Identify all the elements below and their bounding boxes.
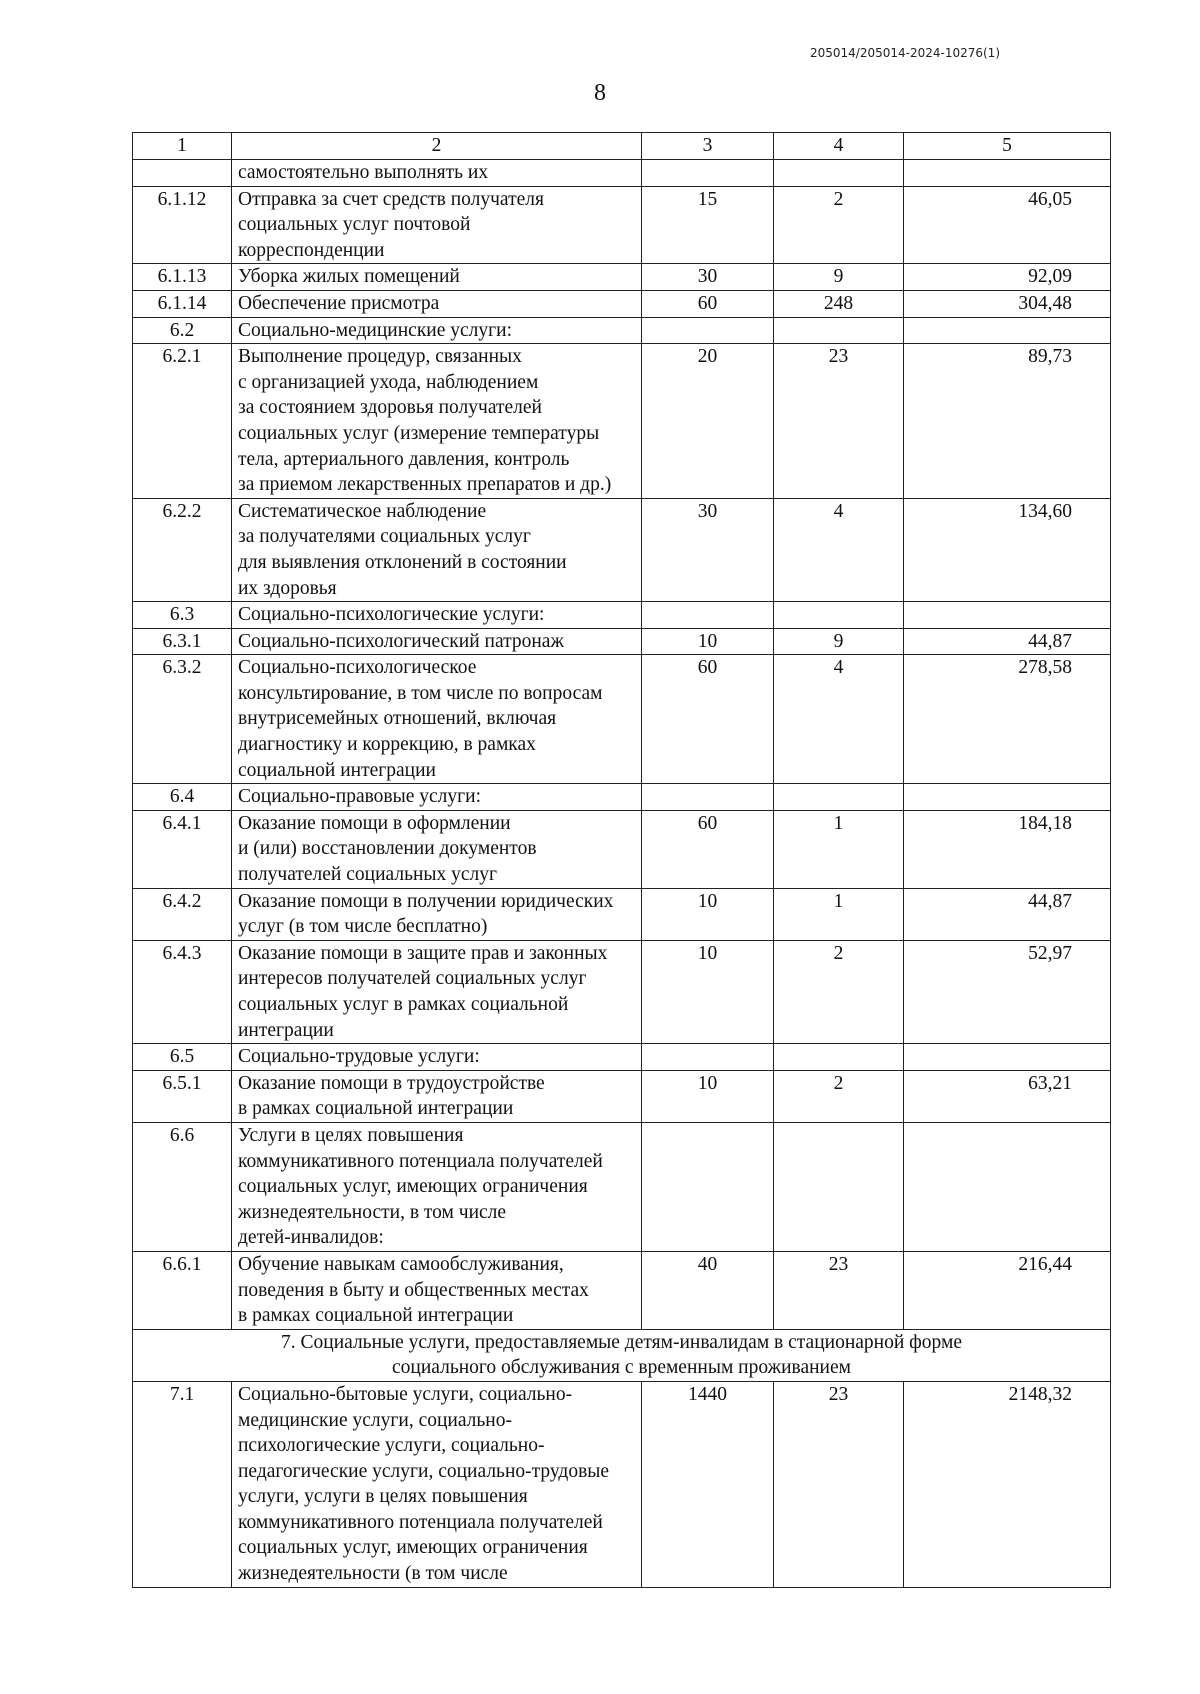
- text-line: Социально-психологическое: [238, 657, 477, 679]
- service-name-cell: [232, 628, 642, 655]
- text-line: Оказание помощи в получении юридических: [238, 890, 614, 912]
- item-number-cell: 6.5.1: [133, 1070, 232, 1122]
- text-line: Услуги в целях повышения: [238, 1124, 464, 1146]
- item-number-cell: 6.4.1: [133, 810, 232, 888]
- text-line: в рамках социальной интеграции: [238, 1305, 514, 1327]
- column-3-cell: 10: [642, 888, 774, 940]
- column-3-cell: 60: [642, 290, 774, 317]
- item-number-cell: 6.4.2: [133, 888, 232, 940]
- item-number-cell: 6.1.12: [133, 186, 232, 264]
- column-3-cell: 10: [642, 628, 774, 655]
- service-name-cell: [232, 344, 642, 499]
- text-line: интеграции: [238, 1019, 334, 1041]
- table-header-row: [133, 133, 1111, 160]
- service-name-cell: [232, 655, 642, 784]
- column-3-cell: 40: [642, 1251, 774, 1329]
- service-name-cell: [232, 1381, 642, 1587]
- column-3-cell: 15: [642, 186, 774, 264]
- column-5-cell: [904, 1044, 1111, 1071]
- service-name-cell: [232, 1044, 642, 1071]
- text-line: психологические услуги, социально-: [238, 1435, 545, 1457]
- column-3-cell: [642, 1044, 774, 1071]
- column-5-cell: 134,60: [904, 498, 1111, 601]
- header-cell-1: 1: [133, 133, 232, 160]
- text-line: социальных услуг почтовой: [238, 214, 471, 236]
- service-name-cell: [232, 810, 642, 888]
- service-name-cell: [232, 888, 642, 940]
- column-3-cell: [642, 160, 774, 187]
- text-line: социальных услуг (измерение температуры: [238, 422, 600, 444]
- text-line: педагогические услуги, социально-трудовые: [238, 1460, 610, 1482]
- column-3-cell: [642, 317, 774, 344]
- tariff-table: [132, 132, 1111, 1588]
- column-3-cell: 60: [642, 655, 774, 784]
- item-number-cell: 6.1.14: [133, 290, 232, 317]
- text-line: Оказание помощи в оформлении: [238, 812, 511, 834]
- table-row: [133, 1044, 1111, 1071]
- service-name-cell: [232, 1070, 642, 1122]
- text-line: социального обслуживания с временным проживанием: [392, 1357, 851, 1379]
- table-row: [133, 655, 1111, 784]
- page-number: 8: [594, 80, 606, 106]
- header-cell-4: 4: [774, 133, 904, 160]
- text-line: за получателями социальных услуг: [238, 526, 531, 548]
- column-5-cell: [904, 317, 1111, 344]
- text-line: 7. Социальные услуги, предоставляемые детям-инвалидам в стационарной форме: [281, 1331, 962, 1353]
- item-number-cell: 6.6.1: [133, 1251, 232, 1329]
- table-row: [133, 628, 1111, 655]
- service-name-cell: [232, 1251, 642, 1329]
- text-line: коммуникативного потенциала получателей: [238, 1511, 603, 1533]
- column-4-cell: [774, 317, 904, 344]
- text-line: Социально-правовые услуги:: [238, 786, 481, 808]
- table-row: [133, 344, 1111, 499]
- item-number-cell: 7.1: [133, 1381, 232, 1587]
- column-4-cell: 4: [774, 655, 904, 784]
- column-4-cell: [774, 1044, 904, 1071]
- text-line: Социально-бытовые услуги, социально-: [238, 1383, 573, 1405]
- text-line: получателей социальных услуг: [238, 864, 498, 886]
- text-line: консультирование, в том числе по вопросам: [238, 682, 603, 704]
- text-line: Оказание помощи в защите прав и законных: [238, 942, 608, 964]
- column-5-cell: [904, 602, 1111, 629]
- column-4-cell: 23: [774, 1251, 904, 1329]
- text-line: медицинские услуги, социально-: [238, 1409, 512, 1431]
- item-number-cell: [133, 160, 232, 187]
- item-number-cell: 6.3.1: [133, 628, 232, 655]
- column-5-cell: [904, 1122, 1111, 1251]
- column-5-cell: 2148,32: [904, 1381, 1111, 1587]
- column-5-cell: [904, 160, 1111, 187]
- column-5-cell: [904, 784, 1111, 811]
- item-number-cell: 6.1.13: [133, 264, 232, 291]
- column-3-cell: 30: [642, 498, 774, 601]
- column-4-cell: 23: [774, 1381, 904, 1587]
- text-line: социальных услуг в рамках социальной: [238, 994, 569, 1015]
- text-line: Обучение навыкам самообслуживания,: [238, 1253, 564, 1275]
- column-3-cell: [642, 602, 774, 629]
- item-number-cell: 6.4.3: [133, 940, 232, 1043]
- column-5-cell: 63,21: [904, 1070, 1111, 1122]
- table-row: [133, 888, 1111, 940]
- header-cell-2: 2: [232, 133, 642, 160]
- header-cell-5: 5: [904, 133, 1111, 160]
- text-line: Оказание помощи в трудоустройстве: [238, 1072, 545, 1094]
- text-line: поведения в быту и общественных местах: [238, 1279, 589, 1301]
- column-4-cell: 248: [774, 290, 904, 317]
- column-4-cell: [774, 602, 904, 629]
- column-4-cell: 2: [774, 186, 904, 264]
- header-cell-3: 3: [642, 133, 774, 160]
- text-line: диагностику и коррекцию, в рамках: [238, 734, 536, 756]
- table-row: [133, 264, 1111, 291]
- column-4-cell: 2: [774, 1070, 904, 1122]
- service-name-cell: [232, 784, 642, 811]
- column-4-cell: 9: [774, 264, 904, 291]
- table-row: [133, 1122, 1111, 1251]
- column-5-cell: 89,73: [904, 344, 1111, 499]
- item-number-cell: 6.2.1: [133, 344, 232, 499]
- column-5-cell: 216,44: [904, 1251, 1111, 1329]
- table-row: [133, 810, 1111, 888]
- column-4-cell: [774, 160, 904, 187]
- column-5-cell: 184,18: [904, 810, 1111, 888]
- column-3-cell: 10: [642, 1070, 774, 1122]
- service-name-cell: [232, 264, 642, 291]
- text-line: Обеспечение присмотра: [238, 292, 440, 314]
- column-4-cell: 4: [774, 498, 904, 601]
- text-line: Выполнение процедур, связанных: [238, 346, 522, 368]
- table-row: [133, 160, 1111, 187]
- text-line: Уборка жилых помещений: [238, 266, 460, 288]
- section-heading-cell: [133, 1329, 1111, 1381]
- text-line: за состоянием здоровья получателей: [238, 397, 542, 419]
- column-5-cell: 52,97: [904, 940, 1111, 1043]
- text-line: самостоятельно выполнять их: [238, 162, 489, 183]
- text-line: социальной интеграции: [238, 759, 436, 781]
- text-line: социальных услуг, имеющих ограничения: [238, 1537, 588, 1559]
- service-name-cell: [232, 317, 642, 344]
- item-number-cell: 6.5: [133, 1044, 232, 1071]
- text-line: Социально-медицинские услуги:: [238, 319, 512, 341]
- table-row: [133, 498, 1111, 601]
- text-line: их здоровья: [238, 577, 337, 599]
- text-line: социальных услуг, имеющих ограничения: [238, 1176, 588, 1198]
- column-3-cell: 20: [642, 344, 774, 499]
- table-row: [133, 290, 1111, 317]
- column-4-cell: 1: [774, 888, 904, 940]
- column-5-cell: 44,87: [904, 628, 1111, 655]
- text-line: Отправка за счет средств получателя: [238, 188, 544, 210]
- text-line: в рамках социальной интеграции: [238, 1098, 514, 1120]
- item-number-cell: 6.3: [133, 602, 232, 629]
- service-name-cell: [232, 290, 642, 317]
- column-3-cell: 10: [642, 940, 774, 1043]
- text-line: услуг (в том числе бесплатно): [238, 916, 488, 938]
- column-3-cell: 30: [642, 264, 774, 291]
- column-5-cell: 304,48: [904, 290, 1111, 317]
- document-id: 205014/205014-2024-10276(1): [809, 46, 1000, 60]
- table-row: [133, 1070, 1111, 1122]
- service-name-cell: [232, 940, 642, 1043]
- column-5-cell: 44,87: [904, 888, 1111, 940]
- text-line: коммуникативного потенциала получателей: [238, 1150, 603, 1172]
- text-line: для выявления отклонений в состоянии: [238, 551, 567, 573]
- text-line: Социально-психологический патронаж: [238, 630, 564, 652]
- item-number-cell: 6.2.2: [133, 498, 232, 601]
- column-4-cell: [774, 784, 904, 811]
- column-5-cell: 92,09: [904, 264, 1111, 291]
- column-5-cell: 46,05: [904, 186, 1111, 264]
- table-row: [133, 784, 1111, 811]
- text-line: услуги, услуги в целях повышения: [238, 1486, 528, 1508]
- column-4-cell: 9: [774, 628, 904, 655]
- service-name-cell: [232, 160, 642, 187]
- text-line: тела, артериального давления, контроль: [238, 448, 570, 470]
- column-5-cell: 278,58: [904, 655, 1111, 784]
- item-number-cell: 6.3.2: [133, 655, 232, 784]
- text-line: жизнедеятельности, в том числе: [238, 1201, 507, 1223]
- table-row: [133, 940, 1111, 1043]
- text-line: детей-инвалидов:: [238, 1227, 384, 1249]
- text-line: с организацией ухода, наблюдением: [238, 371, 539, 393]
- service-name-cell: [232, 602, 642, 629]
- service-name-cell: [232, 186, 642, 264]
- text-line: внутрисемейных отношений, включая: [238, 708, 557, 730]
- text-line: корреспонденции: [238, 239, 385, 261]
- column-4-cell: 1: [774, 810, 904, 888]
- service-name-cell: [232, 498, 642, 601]
- text-line: и (или) восстановлении документов: [238, 838, 537, 860]
- text-line: Систематическое наблюдение: [238, 500, 487, 522]
- column-4-cell: 23: [774, 344, 904, 499]
- column-3-cell: [642, 784, 774, 811]
- text-line: жизнедеятельности (в том числе: [238, 1563, 508, 1585]
- item-number-cell: 6.4: [133, 784, 232, 811]
- column-3-cell: 60: [642, 810, 774, 888]
- column-3-cell: [642, 1122, 774, 1251]
- table-row: [133, 602, 1111, 629]
- text-line: интересов получателей социальных услуг: [238, 968, 587, 990]
- item-number-cell: 6.2: [133, 317, 232, 344]
- table-row: [133, 317, 1111, 344]
- column-4-cell: 2: [774, 940, 904, 1043]
- table-body: [133, 133, 1111, 1588]
- table-row: [133, 1251, 1111, 1329]
- service-name-cell: [232, 1122, 642, 1251]
- item-number-cell: 6.6: [133, 1122, 232, 1251]
- section-heading-row: [133, 1329, 1111, 1381]
- table-row: [133, 1381, 1111, 1587]
- column-3-cell: 1440: [642, 1381, 774, 1587]
- table-row: [133, 186, 1111, 264]
- text-line: Социально-трудовые услуги:: [238, 1046, 480, 1068]
- column-4-cell: [774, 1122, 904, 1251]
- text-line: за приемом лекарственных препаратов и др.): [238, 474, 612, 496]
- text-line: Социально-психологические услуги:: [238, 604, 545, 626]
